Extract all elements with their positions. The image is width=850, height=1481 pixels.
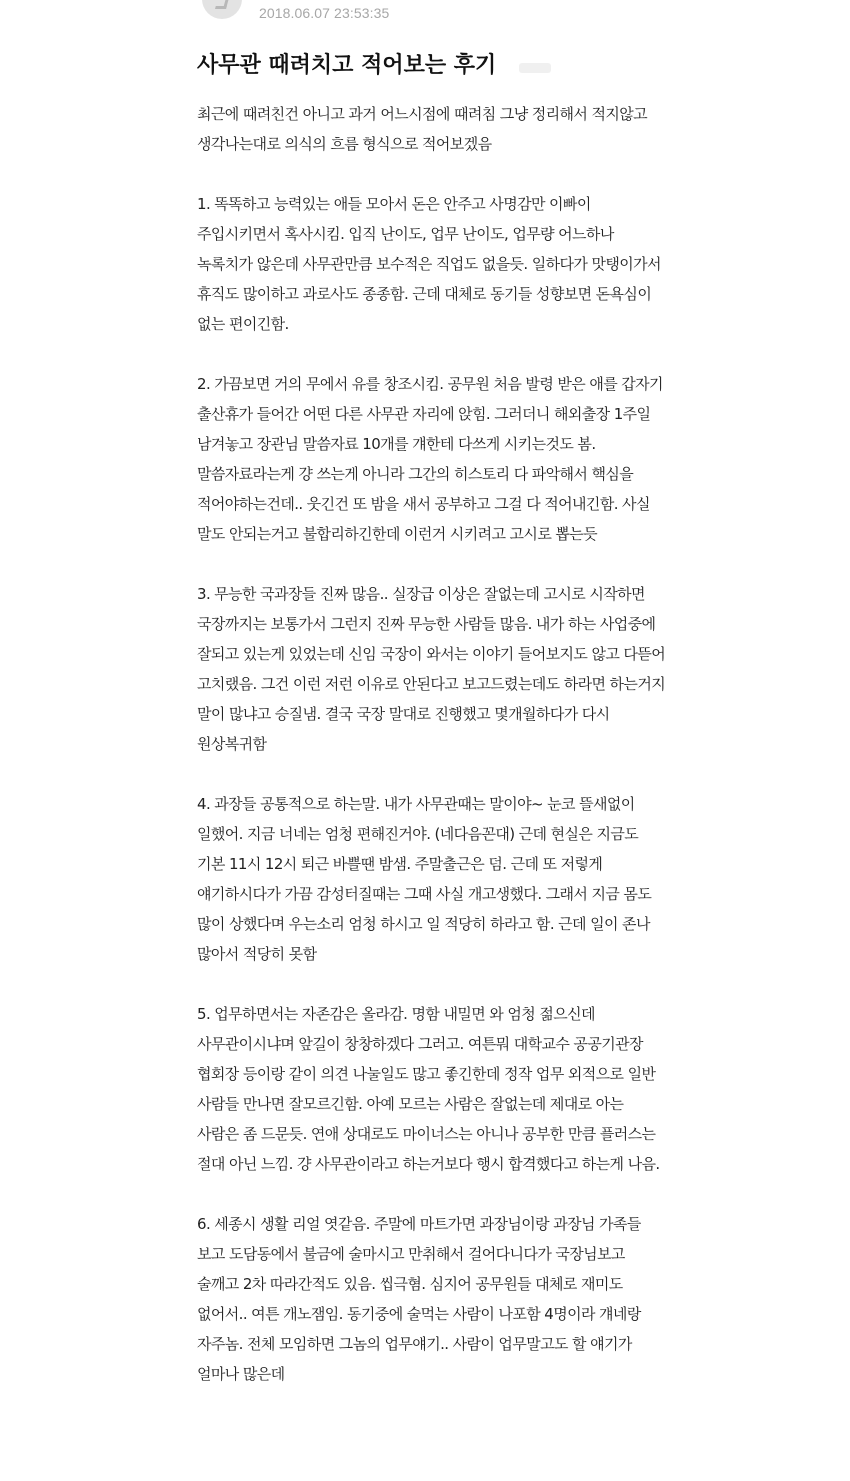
- post-body: [197, 99, 667, 1389]
- post-meta: [197, 0, 667, 30]
- post-paragraph: 최근에 때려친건 아니고 과거 어느시점에 때려침 그냥 정리해서 적지않고 생각나는대로 의식의 흐름 형식으로 적어보겠음: [197, 105, 648, 153]
- post-paragraph: 4. 과장들 공통적으로 하는말. 내가 사무관때는 말이야~ 눈코 뜰새없이 일했어. 지금 너네는 엄청 편해진거야. (네다음꼰대) 근데 현실은 지금도 기본 11시 12시 퇴근 바쁠땐 밤샘. 주말출근은 덤. 근데 또 저렇게 얘기하시다가 가끔 감성터질때는 그때 사실 개고생했다. 그래서 지금 몸도 많이 상했다며 우는소리 엄청 하시고 일 적당히 하라고 함. 근데 일이 존나 많아서 적당히 못함: [197, 795, 652, 963]
- post-paragraph: 1. 똑똑하고 능력있는 애들 모아서 돈은 안주고 사명감만 이빠이 주입시키면서 혹사시킴. 입직 난이도, 업무 난이도, 업무량 어느하나 녹록치가 않은데 사무관만큼 보수적은 직업도 없을듯. 일하다가 맛탱이가서 휴직도 많이하고 과로사도 종종함. 근데 대체로 동기들 성향보면 돈욕심이 없는 편이긴함.: [197, 195, 661, 333]
- user-icon: [215, 0, 230, 9]
- post-paragraph: 5. 업무하면서는 자존감은 올라감. 명함 내밀면 와 엄청 젊으신데 사무관이시냐며 앞길이 창창하겠다 그러고. 여튼뭐 대학교수 공공기관장 협회장 등이랑 같이 의견 나눌일도 많고 좋긴한데 정작 업무 외적으로 일반 사람들 만나면 잘모르긴함. 아예 모르는 사람은 잘없는데 제대로 아는 사람은 좀 드문듯. 연애 상대로도 마이너스는 아니나 공부한 만큼 플러스는 절대 아닌 느낌. 걍 사무관이라고 하는거보다 행시 합격했다고 하는게 나음.: [197, 1005, 660, 1173]
- avatar[interactable]: [202, 0, 242, 19]
- post-timestamp: 2018.06.07 23:53:35: [259, 5, 390, 21]
- post-paragraph: 6. 세종시 생활 리얼 엿같음. 주말에 마트가면 과장님이랑 과장님 가족들 보고 도담동에서 불금에 술마시고 만취해서 걸어다니다가 국장님보고 술깨고 2차 따라간적도 있음. 씹극혐. 심지어 공무원들 대체로 재미도 없어서.. 여튼 개노잼임. 동기중에 술먹는 사람이 나포함 4명이라 걔네랑 자주놈. 전체 모임하면 그놈의 업무얘기.. 사람이 업무말고도 할 얘기가 얼마나 많은데: [197, 1215, 641, 1383]
- post-paragraph: 2. 가끔보면 거의 무에서 유를 창조시킴. 공무원 처음 발령 받은 애를 갑자기 출산휴가 들어간 어떤 다른 사무관 자리에 앉힘. 그러더니 해외출장 1주일 남겨놓고 장관님 말씀자료 10개를 걔한테 다쓰게 시키는것도 봄. 말씀자료라는게 걍 쓰는게 아니라 그간의 히스토리 다 파악해서 핵심을 적어야하는건데.. 웃긴건 또 밤을 새서 공부하고 그걸 다 적어내긴함. 사실 말도 안되는거고 불합리하긴한데 이런거 시키려고 고시로 뽑는듯: [197, 375, 663, 543]
- title-badge-placeholder: [519, 63, 551, 73]
- post-title: 사무관 때려치고 적어보는 후기: [197, 53, 497, 78]
- post-paragraph: 3. 무능한 국과장들 진짜 많음.. 실장급 이상은 잘없는데 고시로 시작하면 국장까지는 보통가서 그런지 진짜 무능한 사람들 많음. 내가 하는 사업중에 잘되고 있는게 있었는데 신임 국장이 와서는 이야기 들어보지도 않고 다뜯어 고치랬음. 그건 이런 저런 이유로 안된다고 보고드렸는데도 하라면 하는거지 말이 많냐고 승질냄. 결국 국장 말대로 진행했고 몇개월하다가 다시 원상복귀함: [197, 585, 666, 753]
